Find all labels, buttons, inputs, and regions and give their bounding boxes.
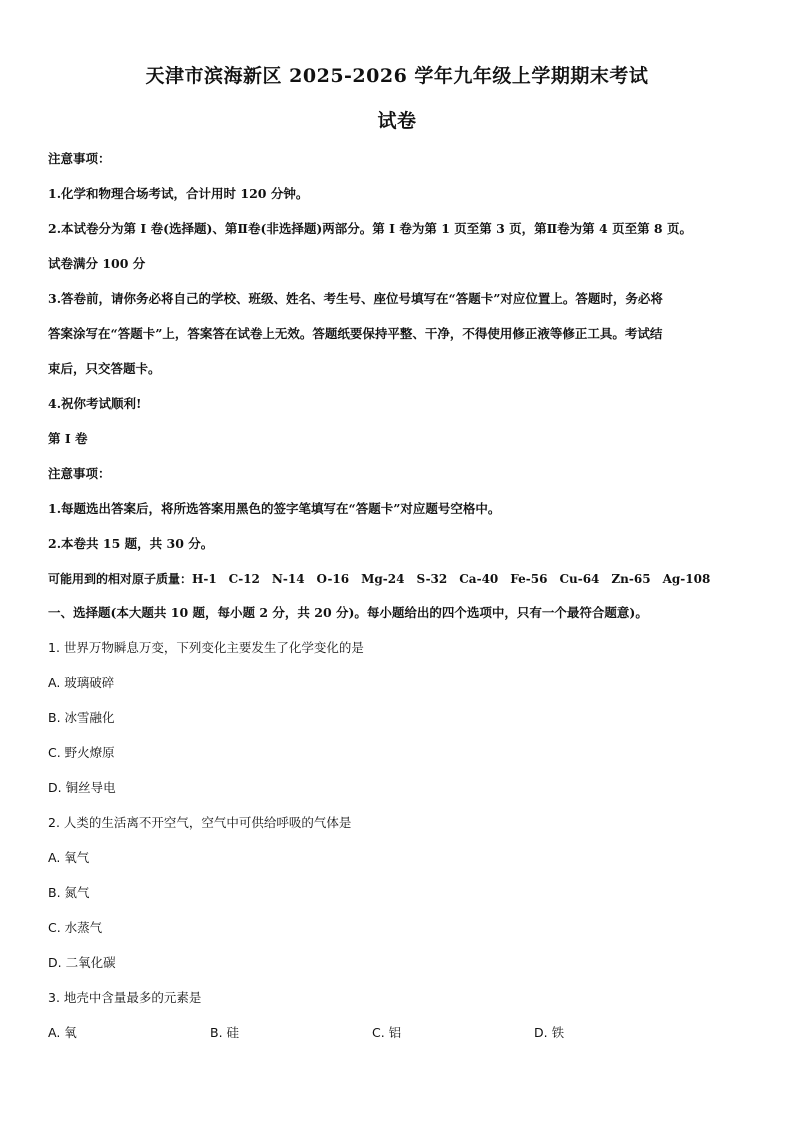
note-4: 4.祝你考试顺利! [48, 396, 142, 411]
section-heading: 一、选择题(本大题共 10 题，每小题 2 分，共 20 分)。每小题给出的四个选项中，只有一个最符合题意)。 [48, 605, 648, 620]
question-3-option-a: A. 氧 [48, 1025, 77, 1040]
question-3-option-d: D. 铁 [534, 1025, 565, 1040]
question-2-option-a: A. 氧气 [48, 850, 90, 865]
question-3-stem: 3. 地壳中含量最多的元素是 [48, 990, 202, 1005]
question-3-option-b: B. 硅 [210, 1025, 240, 1040]
question-1-option-b: B. 冰雪融化 [48, 710, 115, 725]
atomic-masses: 可能用到的相对原子质量：H-1 C-12 N-14 O-16 Mg-24 S-32 Ca-40 Fe-56 Cu-64 Zn-65 Ag-108 [48, 572, 711, 586]
notes-heading: 注意事项： [48, 151, 111, 166]
question-3-option-c: C. 铝 [372, 1025, 402, 1040]
note-1: 1.化学和物理合场考试，合计用时 120 分钟。 [48, 186, 309, 201]
question-1-option-d: D. 铜丝导电 [48, 780, 116, 795]
note-3-line1: 3.答卷前，请你务必将自己的学校、班级、姓名、考生号、座位号填写在“答题卡”对应位置上。答题时，务必将 [48, 291, 663, 306]
part-1-note-1: 1.每题选出答案后，将所选答案用黑色的签字笔填写在“答题卡”对应题号空格中。 [48, 501, 501, 516]
exam-title-line1: 天津市滨海新区 2025-2026 学年九年级上学期期末考试 [145, 65, 649, 87]
question-2-option-c: C. 水蒸气 [48, 920, 103, 935]
note-2-line2: 试卷满分 100 分 [48, 256, 146, 271]
note-2-line1: 2.本试卷分为第 I 卷(选择题)、第Ⅱ卷(非选择题)两部分。第 I 卷为第 1 页至第 3 页，第Ⅱ卷为第 4 页至第 8 页。 [48, 221, 692, 236]
exam-title-line2: 试卷 [377, 110, 417, 132]
note-3-line2: 答案涂写在“答题卡”上，答案答在试卷上无效。答题纸要保持平整、干净，不得使用修正液等修正工具。考试结 [48, 326, 663, 341]
question-2-option-b: B. 氮气 [48, 885, 90, 900]
note-3-line3: 束后，只交答题卡。 [48, 361, 161, 376]
part-1-notes-heading: 注意事项： [48, 466, 111, 481]
question-1-option-c: C. 野火燎原 [48, 745, 115, 760]
question-2-option-d: D. 二氧化碳 [48, 955, 116, 970]
part-1-note-2: 2.本卷共 15 题，共 30 分。 [48, 536, 214, 551]
part-1-label: 第 I 卷 [48, 431, 88, 446]
question-1-option-a: A. 玻璃破碎 [48, 675, 115, 690]
question-1-stem: 1. 世界万物瞬息万变，下列变化主要发生了化学变化的是 [48, 640, 364, 655]
question-2-stem: 2. 人类的生活离不开空气，空气中可供给呼吸的气体是 [48, 815, 352, 830]
